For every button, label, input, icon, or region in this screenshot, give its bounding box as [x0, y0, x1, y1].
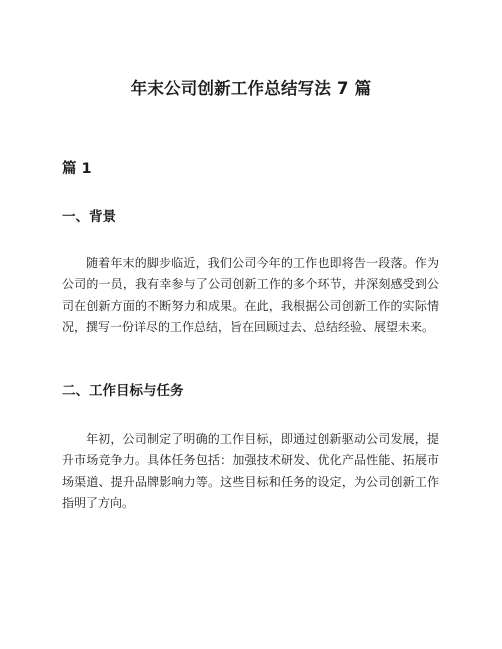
section-paragraph-goals-tasks: 年初，公司制定了明确的工作目标，即通过创新驱动公司发展，提升市场竞争力。具体任务包括：加强技术研发、优化产品性能、拓展市场渠道、提升品牌影响力等。这些目标和任务的设定，为公司创新工作指明了方向。: [62, 432, 439, 511]
document-title: 年末公司创新工作总结写法 7 篇: [130, 79, 372, 98]
section-heading-background: 一、背景: [62, 209, 116, 225]
section-heading-goals-tasks: 二、工作目标与任务: [62, 383, 184, 399]
section-paragraph-background: 随着年末的脚步临近，我们公司今年的工作也即将告一段落。作为公司的一员，我有幸参与了公司创新工作的多个环节，并深刻感受到公司在创新方面的不断努力和成果。在此，我根据公司创新工作的实际情况，撰写一份详尽的工作总结，旨在回顾过去、总结经验、展望未来。: [62, 256, 439, 335]
part-heading: 篇 1: [62, 161, 92, 177]
